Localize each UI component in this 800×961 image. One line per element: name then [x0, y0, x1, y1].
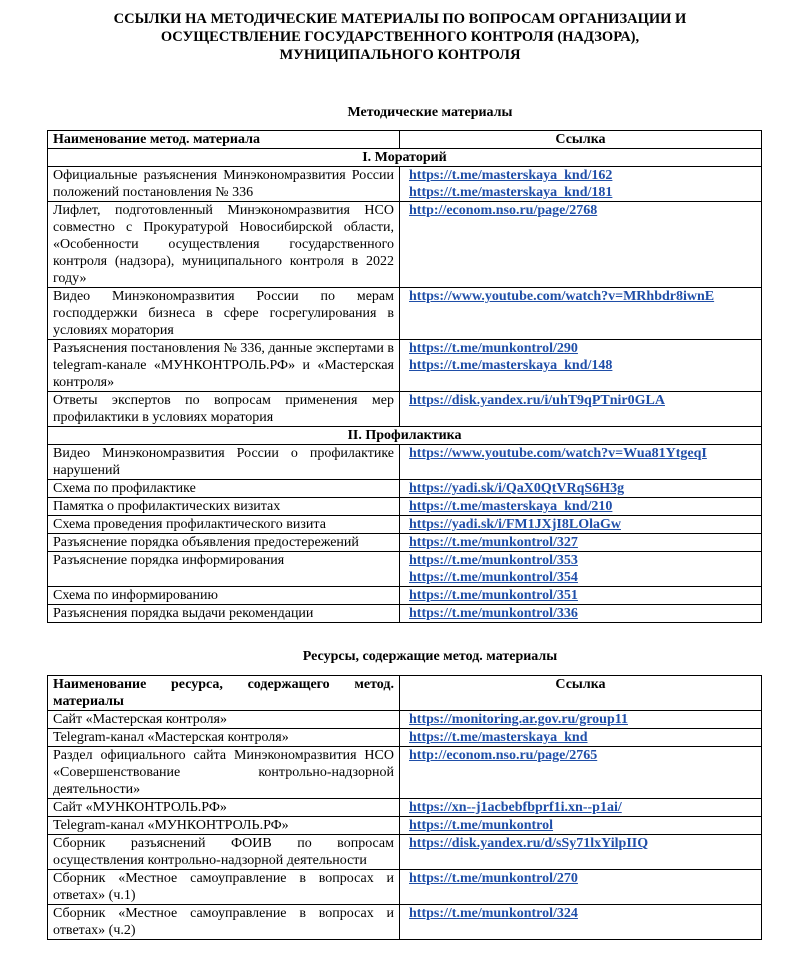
- material-link-cell: [400, 392, 762, 427]
- material-link[interactable]: https://xn--j1acbebfbprf1i.xn--p1ai/: [409, 800, 622, 815]
- table-row: [48, 288, 762, 340]
- material-link-cell: [400, 587, 762, 605]
- group-title: II. Профилактика: [48, 427, 762, 445]
- material-link[interactable]: https://t.me/munkontrol/351: [409, 588, 578, 603]
- material-name: Разъяснение порядка информирования: [48, 552, 400, 587]
- material-link-cell: [400, 605, 762, 623]
- material-link[interactable]: https://www.youtube.com/watch?v=MRhbdr8iwnE: [409, 289, 715, 304]
- material-name: Схема проведения профилактического визита: [48, 516, 400, 534]
- material-link[interactable]: https://t.me/munkontrol: [409, 818, 554, 833]
- group-row: [48, 427, 762, 445]
- table-row: [48, 480, 762, 498]
- material-name: Видео Минэкономразвития России о профилактике нарушений: [48, 445, 400, 480]
- material-link-cell: [400, 498, 762, 516]
- table-row: [48, 552, 762, 587]
- column-header-link: Ссылка: [400, 131, 762, 149]
- table-row: [48, 905, 762, 940]
- material-link[interactable]: https://t.me/masterskaya_knd/210: [409, 499, 613, 514]
- table-row: [48, 870, 762, 905]
- material-name: Сайт «Мастерская контроля»: [48, 711, 400, 729]
- material-link-cell: [400, 534, 762, 552]
- group-row: [48, 149, 762, 167]
- material-link-cell: [400, 870, 762, 905]
- material-link-cell: [400, 340, 762, 392]
- table-row: [48, 605, 762, 623]
- table-header-row: [48, 131, 762, 149]
- table-row: [48, 835, 762, 870]
- material-link[interactable]: https://yadi.sk/i/FM1JXjI8LOlaGw: [409, 517, 621, 532]
- table-row: [48, 392, 762, 427]
- material-name: Разъяснения порядка выдачи рекомендации: [48, 605, 400, 623]
- methods-table: [47, 130, 762, 623]
- material-link[interactable]: https://t.me/munkontrol/327: [409, 535, 578, 550]
- column-header-name: Наименование метод. материала: [48, 131, 400, 149]
- material-link[interactable]: https://t.me/masterskaya_knd/181: [409, 185, 613, 200]
- material-link-cell: [400, 288, 762, 340]
- material-link-cell: [400, 729, 762, 747]
- material-link-cell: [400, 799, 762, 817]
- material-name: Схема по профилактике: [48, 480, 400, 498]
- material-link[interactable]: https://yadi.sk/i/QaX0QtVRqS6H3g: [409, 481, 625, 496]
- material-link[interactable]: https://t.me/masterskaya_knd/162: [409, 168, 613, 183]
- material-name: Telegram-канал «Мастерская контроля»: [48, 729, 400, 747]
- title-line: ССЫЛКИ НА МЕТОДИЧЕСКИЕ МАТЕРИАЛЫ ПО ВОПРОСАМ ОРГАНИЗАЦИИ И: [113, 11, 687, 27]
- material-link-cell: [400, 835, 762, 870]
- material-name: Сборник «Местное самоуправление в вопросах и ответах» (ч.2): [48, 905, 400, 940]
- table-row: [48, 167, 762, 202]
- material-name: Telegram-канал «МУНКОНТРОЛЬ.РФ»: [48, 817, 400, 835]
- material-link[interactable]: https://t.me/munkontrol/354: [409, 570, 578, 585]
- material-link[interactable]: https://disk.yandex.ru/d/sSy71lxYilpIIQ: [409, 836, 649, 851]
- table-header-row: [48, 676, 762, 711]
- material-name: Видео Минэкономразвития России по мерам господдержки бизнеса в сфере госрегулирования в условиях моратория: [48, 288, 400, 340]
- material-link[interactable]: http://econom.nso.ru/page/2768: [409, 203, 598, 218]
- group-title: I. Мораторий: [48, 149, 762, 167]
- material-link-cell: [400, 905, 762, 940]
- material-name: Официальные разъяснения Минэкономразвития России положений постановления № 336: [48, 167, 400, 202]
- material-link-cell: [400, 747, 762, 799]
- material-link-cell: [400, 445, 762, 480]
- material-link-cell: [400, 202, 762, 288]
- material-name: Сайт «МУНКОНТРОЛЬ.РФ»: [48, 799, 400, 817]
- material-name: Сборник «Местное самоуправление в вопросах и ответах» (ч.1): [48, 870, 400, 905]
- table-row: [48, 516, 762, 534]
- table-row: [48, 747, 762, 799]
- material-link[interactable]: https://t.me/munkontrol/270: [409, 871, 578, 886]
- material-link-cell: [400, 711, 762, 729]
- material-name: Раздел официального сайта Минэкономразвития НСО «Совершенствование контрольно-надзорной деятельности»: [48, 747, 400, 799]
- column-header-name: Наименование ресурса, содержащего метод. материалы: [48, 676, 400, 711]
- material-link[interactable]: https://t.me/munkontrol/336: [409, 606, 578, 621]
- material-link[interactable]: https://www.youtube.com/watch?v=Wua81YtgeqI: [409, 446, 707, 461]
- methods-heading: Методические материалы: [347, 105, 513, 120]
- table-row: [48, 534, 762, 552]
- table-row: [48, 729, 762, 747]
- column-header-link: Ссылка: [400, 676, 762, 711]
- material-name: Разъяснения постановления № 336, данные экспертами в telegram-канале «МУНКОНТРОЛЬ.РФ» и «Мастерская контроля»: [48, 340, 400, 392]
- material-link[interactable]: https://t.me/masterskaya_knd: [409, 730, 588, 745]
- material-name: Памятка о профилактических визитах: [48, 498, 400, 516]
- table-row: [48, 587, 762, 605]
- table-row: [48, 817, 762, 835]
- table-row: [48, 445, 762, 480]
- material-name: Ответы экспертов по вопросам применения мер профилактики в условиях моратория: [48, 392, 400, 427]
- material-name: Лифлет, подготовленный Минэкономразвития НСО совместно с Прокуратурой Новосибирской области, «Особенности осуществления государственного контроля (надзора), муниципального контроля в 2022 году»: [48, 202, 400, 288]
- table-row: [48, 202, 762, 288]
- table-row: [48, 340, 762, 392]
- material-link[interactable]: https://t.me/munkontrol/353: [409, 553, 578, 568]
- material-link[interactable]: https://t.me/munkontrol/324: [409, 906, 578, 921]
- material-link-cell: [400, 552, 762, 587]
- material-link-cell: [400, 817, 762, 835]
- material-name: Сборник разъяснений ФОИВ по вопросам осуществления контрольно-надзорной деятельности: [48, 835, 400, 870]
- material-link-cell: [400, 516, 762, 534]
- material-name: Разъяснение порядка объявления предостережений: [48, 534, 400, 552]
- document-title: [0, 10, 800, 64]
- title-line: МУНИЦИПАЛЬНОГО КОНТРОЛЯ: [279, 47, 521, 63]
- title-line: ОСУЩЕСТВЛЕНИЕ ГОСУДАРСТВЕННОГО КОНТРОЛЯ (НАДЗОРА),: [160, 29, 640, 45]
- table-row: [48, 799, 762, 817]
- material-link[interactable]: http://econom.nso.ru/page/2765: [409, 748, 598, 763]
- material-link[interactable]: https://t.me/munkontrol/290: [409, 341, 578, 356]
- material-link-cell: [400, 480, 762, 498]
- material-name: Схема по информированию: [48, 587, 400, 605]
- resources-heading: Ресурсы, содержащие метод. материалы: [302, 649, 558, 664]
- table-row: [48, 498, 762, 516]
- material-link-cell: [400, 167, 762, 202]
- table-row: [48, 711, 762, 729]
- material-link[interactable]: https://monitoring.ar.gov.ru/group11: [409, 712, 628, 727]
- material-link[interactable]: https://disk.yandex.ru/i/uhT9qPTnir0GLA: [409, 393, 665, 408]
- resources-table: [47, 675, 762, 940]
- material-link[interactable]: https://t.me/masterskaya_knd/148: [409, 358, 613, 373]
